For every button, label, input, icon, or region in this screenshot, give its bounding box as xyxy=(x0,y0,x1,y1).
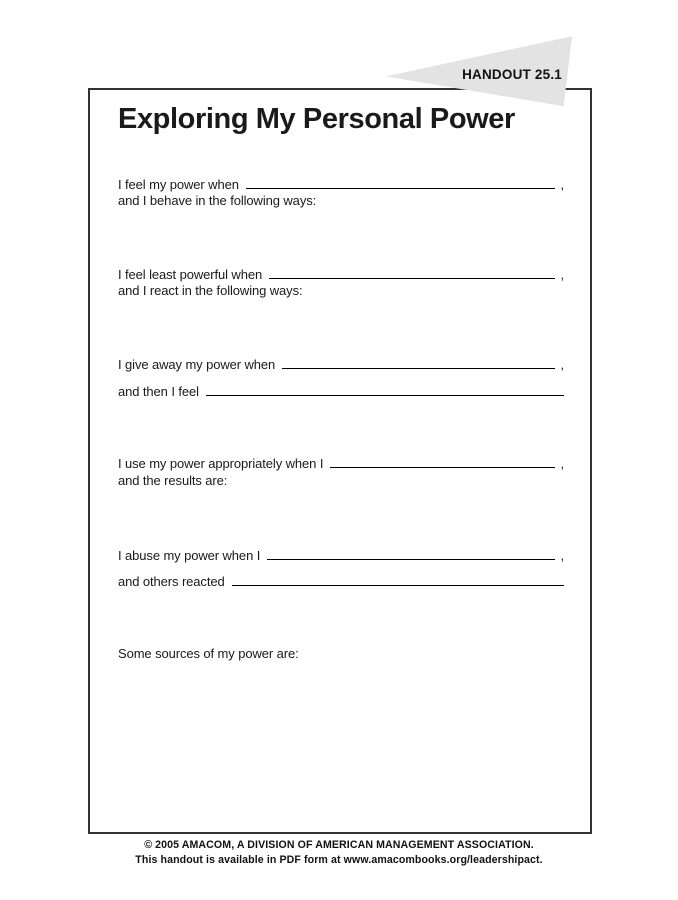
prompt-5-line-1 xyxy=(118,547,564,565)
comma-text: , xyxy=(560,267,564,283)
prompt-1-line-2 xyxy=(118,193,564,209)
prompt-5-text: I abuse my power when I xyxy=(118,548,261,564)
fill-in-line[interactable] xyxy=(246,176,556,189)
fill-in-line[interactable] xyxy=(232,573,564,586)
fill-in-line[interactable] xyxy=(330,455,555,468)
prompt-6-text: Some sources of my power are: xyxy=(118,646,299,661)
prompt-2-line-1 xyxy=(118,266,564,284)
prompt-3-line-1 xyxy=(118,356,564,374)
page-footer xyxy=(0,838,678,867)
prompt-3-continuation: and then I feel xyxy=(118,384,199,400)
comma-text: , xyxy=(560,357,564,373)
prompt-5-continuation: and others reacted xyxy=(118,574,225,590)
prompt-4-continuation: and the results are: xyxy=(118,473,228,488)
comma-text: , xyxy=(560,177,564,193)
handout-tab xyxy=(386,34,572,107)
comma-text: , xyxy=(560,456,564,472)
prompt-1-line-1 xyxy=(118,176,564,194)
comma-text: , xyxy=(560,548,564,564)
worksheet-page xyxy=(88,88,592,834)
prompt-1-text: I feel my power when xyxy=(118,177,239,193)
prompt-2-line-2 xyxy=(118,283,564,299)
availability-text: This handout is available in PDF form at www.amacombooks.org/leadershipact. xyxy=(135,853,543,866)
prompt-4-line-2 xyxy=(118,473,564,489)
prompt-1-continuation: and I behave in the following ways: xyxy=(118,193,317,208)
fill-in-line[interactable] xyxy=(282,356,555,369)
handout-number-label: HANDOUT 25.1 xyxy=(462,67,562,82)
prompt-2-text: I feel least powerful when xyxy=(118,267,263,283)
prompt-3-line-2 xyxy=(118,383,564,401)
fill-in-line[interactable] xyxy=(269,266,555,279)
fill-in-line[interactable] xyxy=(267,547,555,560)
copyright-text: © 2005 AMACOM, A DIVISION OF AMERICAN MANAGEMENT ASSOCIATION. xyxy=(144,839,534,851)
prompt-4-line-1 xyxy=(118,455,564,473)
prompt-5-line-2 xyxy=(118,573,564,591)
prompt-2-continuation: and I react in the following ways: xyxy=(118,283,303,298)
prompt-6-line-1 xyxy=(118,646,564,662)
fill-in-line[interactable] xyxy=(206,383,564,396)
page-title: Exploring My Personal Power xyxy=(118,103,515,135)
prompt-4-text: I use my power appropriately when I xyxy=(118,456,324,472)
prompt-3-text: I give away my power when xyxy=(118,357,276,373)
